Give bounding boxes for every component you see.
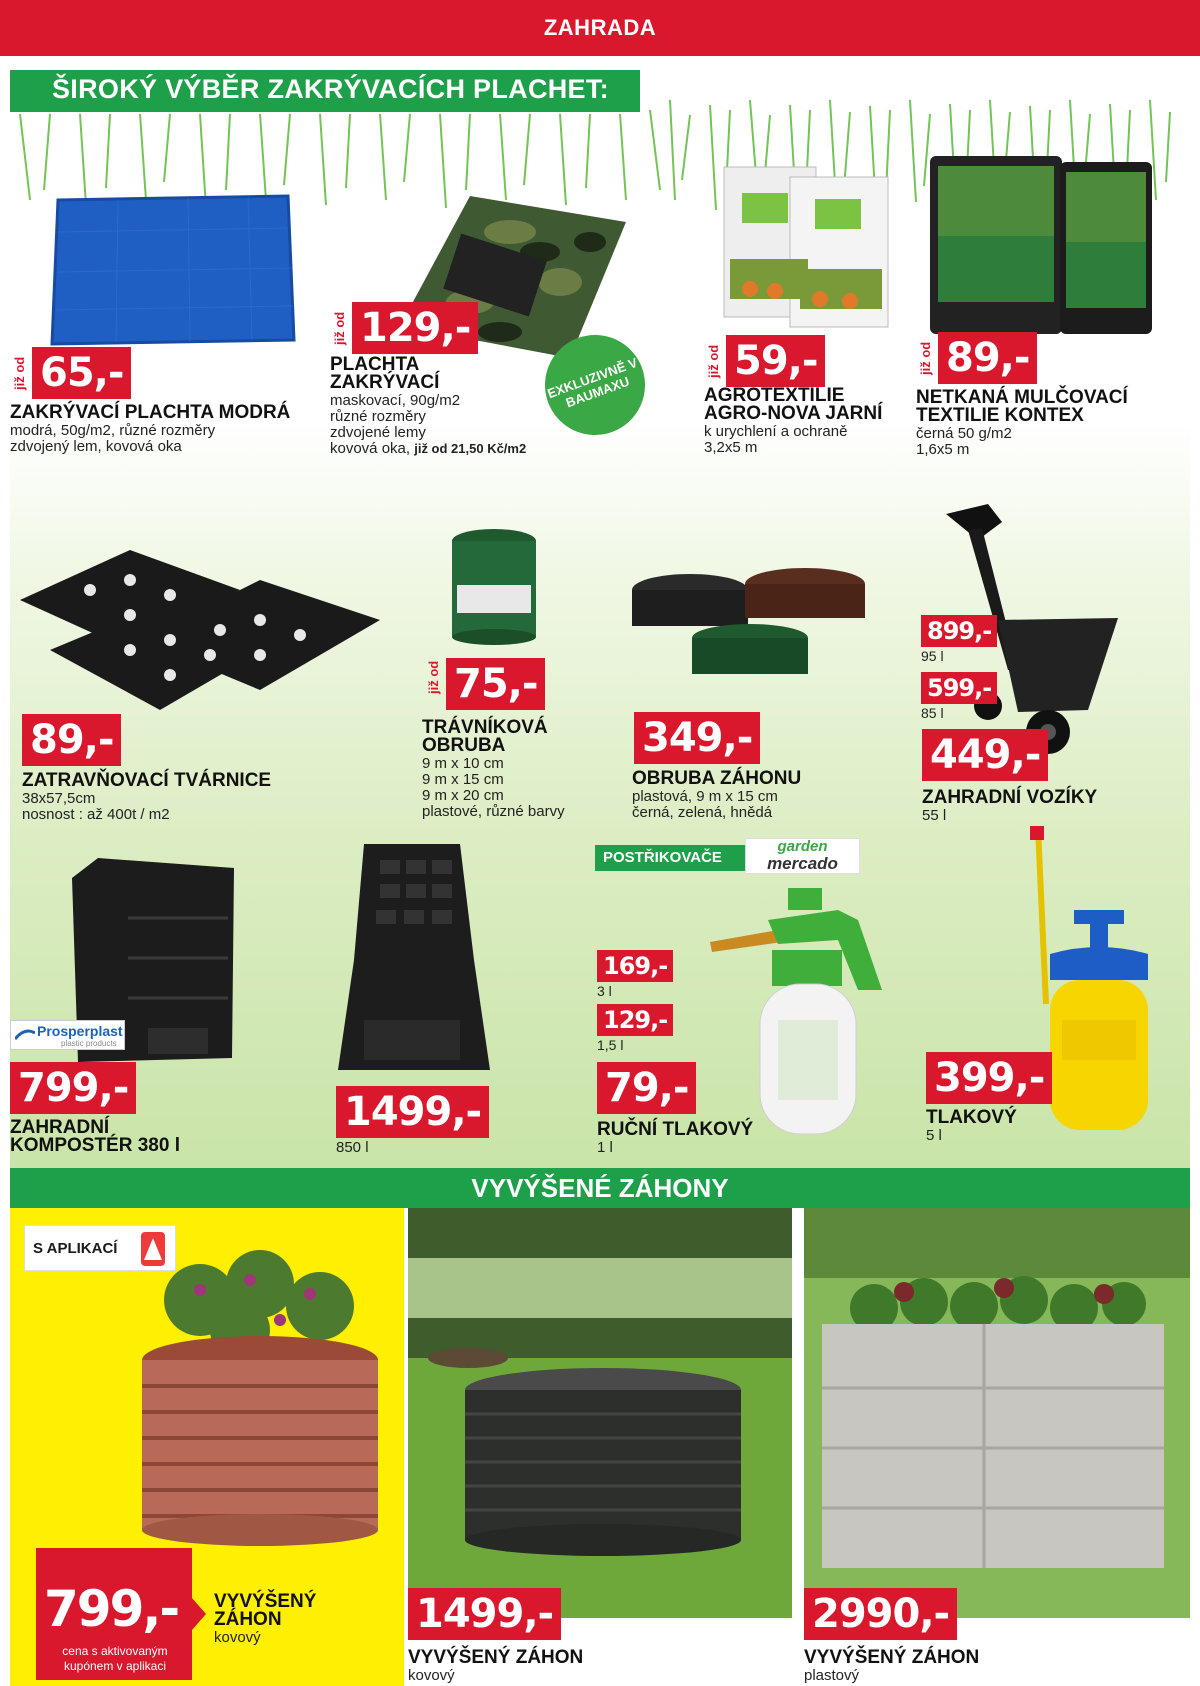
p2-desc-1: maskovací, 90g/m2 — [330, 392, 461, 409]
p11-title: RUČNÍ TLAKOVÝ — [597, 1119, 754, 1140]
p3-from-label: již od — [706, 344, 721, 378]
p2-price-tag: 129,- — [352, 302, 478, 354]
p1-from-label: již od — [12, 356, 27, 390]
p7-desc-1: plastová, 9 m x 15 cm — [632, 788, 778, 805]
p8-title: ZAHRADNÍ VOZÍKY — [922, 787, 1098, 808]
p5-desc-1: 38x57,5cm — [22, 790, 96, 807]
r1-coupon-note: cena s aktivovaným kupónem v aplikaci — [62, 1644, 168, 1673]
p2-desc-4-text: kovová oka, — [330, 440, 411, 457]
p3-title-1: AGROTEXTILIE — [704, 385, 845, 406]
p5-desc-2: nosnost : až 400t / m2 — [22, 806, 170, 823]
garden-mercado-logo — [745, 838, 860, 874]
p8-price-95l: 899,- — [921, 615, 997, 647]
r3-title: VYVÝŠENÝ ZÁHON — [804, 1647, 980, 1668]
p12-price-tag: 399,- — [926, 1052, 1052, 1104]
p4-desc-1: černá 50 g/m2 — [916, 425, 1012, 442]
p9-title-1: ZAHRADNÍ — [10, 1117, 110, 1138]
p6-price-tag: 75,- — [446, 658, 545, 710]
p6-desc-1: 9 m x 10 cm — [422, 755, 504, 772]
exclusive-badge: EXKLUZIVNĚ V BAUMAXU — [531, 321, 659, 449]
p6-desc-3: 9 m x 20 cm — [422, 787, 504, 804]
p8-size-85l: 85 l — [921, 705, 944, 721]
lawn-edging-image — [445, 525, 543, 645]
p6-from-label: již od — [426, 660, 441, 694]
p7-title: OBRUBA ZÁHONU — [632, 768, 802, 789]
p7-desc-2: černá, zelená, hnědá — [632, 804, 773, 821]
p4-price-tag: 89,- — [938, 332, 1037, 384]
p10-price-tag: 1499,- — [336, 1086, 489, 1138]
p10-desc-1: 850 l — [336, 1139, 369, 1156]
p3-price-tag: 59,- — [726, 335, 825, 387]
coupon-arrow — [192, 1598, 206, 1630]
p2-title-1: PLACHTA — [330, 354, 420, 375]
p8-size-95l: 95 l — [921, 648, 944, 664]
sprayers-label: POSTŘIKOVAČE — [595, 845, 745, 871]
p4-desc-2: 1,6x5 m — [916, 441, 970, 458]
p11-size-15l: 1,5 l — [597, 1037, 624, 1053]
p11-desc-1: 1 l — [597, 1139, 613, 1156]
r1-old-price: 999,- — [50, 1553, 101, 1578]
p4-title-2: TEXTILIE KONTEX — [916, 405, 1084, 426]
r1-title-2: ZÁHON — [214, 1609, 282, 1630]
r3-desc: plastový — [804, 1667, 860, 1684]
garden-mercado-word-2: mercado — [767, 854, 838, 873]
prosperplast-tagline: plastic products — [61, 1039, 117, 1048]
p11-price-15l: 129,- — [597, 1004, 673, 1036]
r2-price-tag: 1499,- — [408, 1588, 561, 1640]
p11-price-3l: 169,- — [597, 950, 673, 982]
p12-desc-1: 5 l — [926, 1127, 942, 1144]
p9-price-tag: 799,- — [10, 1062, 136, 1114]
p5-price-tag: 89,- — [22, 714, 121, 766]
prosperplast-logo — [10, 1020, 125, 1050]
r2-title: VYVÝŠENÝ ZÁHON — [408, 1647, 584, 1668]
prosperplast-brand: Prosperplast — [37, 1023, 123, 1039]
r1-title-1: VYVÝŠENÝ — [214, 1591, 317, 1612]
p1-desc-1: modrá, 50g/m2, různé rozměry — [10, 422, 216, 439]
p6-title-2: OBRUBA — [422, 735, 506, 756]
p2-from-label: již od — [332, 311, 347, 345]
p2-desc-4 — [330, 441, 526, 457]
r3-price-tag: 2990,- — [804, 1588, 957, 1640]
p4-title-1: NETKANÁ MULČOVACÍ — [916, 387, 1128, 408]
p5-title: ZATRAVŇOVACÍ TVÁRNICE — [22, 770, 272, 791]
section2-title: VYVÝŠENÉ ZÁHONY — [10, 1168, 1190, 1208]
p6-desc-4: plastové, různé barvy — [422, 803, 565, 820]
p8-desc-1: 55 l — [922, 807, 947, 824]
r2-desc: kovový — [408, 1667, 455, 1684]
p2-title-2: ZAKRÝVACÍ — [330, 372, 440, 393]
p11-size-3l: 3 l — [597, 983, 612, 999]
p7-price-tag: 349,- — [634, 712, 760, 764]
p6-title-1: TRÁVNÍKOVÁ — [422, 717, 548, 738]
bed-edging-image — [630, 560, 870, 690]
grass-grid-image — [10, 540, 380, 720]
p1-title: ZAKRÝVACÍ PLACHTA MODRÁ — [10, 402, 291, 423]
p9-title-2: KOMPOSTÉR 380 l — [10, 1135, 180, 1156]
p12-title: TLAKOVÝ — [926, 1107, 1017, 1128]
p4-from-label: již od — [918, 341, 933, 375]
p11-price-tag: 79,- — [597, 1062, 696, 1114]
hand-sprayer-image — [708, 880, 898, 1136]
round-raised-bed-image — [130, 1250, 390, 1550]
p1-price-tag: 65,- — [32, 347, 131, 399]
p6-desc-2: 9 m x 15 cm — [422, 771, 504, 788]
blue-tarp-image — [48, 192, 298, 352]
app-label-text: S APLIKACÍ — [33, 1240, 118, 1257]
p2-desc-2: různé rozměry — [330, 408, 426, 425]
p3-desc-2: 3,2x5 m — [704, 439, 758, 456]
r1-price-tag: 799,- — [44, 1580, 179, 1638]
p3-title-2: AGRO-NOVA JARNÍ — [704, 403, 883, 424]
p2-desc-3: zdvojené lemy — [330, 424, 426, 441]
section1-headline: ŠIROKÝ VÝBĚR ZAKRÝVACÍCH PLACHET: — [52, 74, 609, 104]
prosperplast-icon — [15, 1027, 35, 1043]
p3-desc-1: k urychlení a ochraně — [704, 423, 848, 440]
p8-price-tag: 449,- — [922, 729, 1048, 781]
composter-850-image — [334, 840, 494, 1076]
p2-unit-price: již od 21,50 Kč/m2 — [414, 441, 527, 456]
p1-desc-2: zdvojený lem, kovová oka — [10, 438, 182, 455]
mulch-textile-image — [926, 152, 1156, 338]
r1-desc: kovový — [214, 1629, 261, 1646]
page-header: ZAHRADA — [0, 0, 1200, 56]
garden-mercado-word-1: garden — [777, 838, 828, 855]
p8-price-85l: 599,- — [921, 672, 997, 704]
agrotextile-image — [720, 163, 892, 333]
